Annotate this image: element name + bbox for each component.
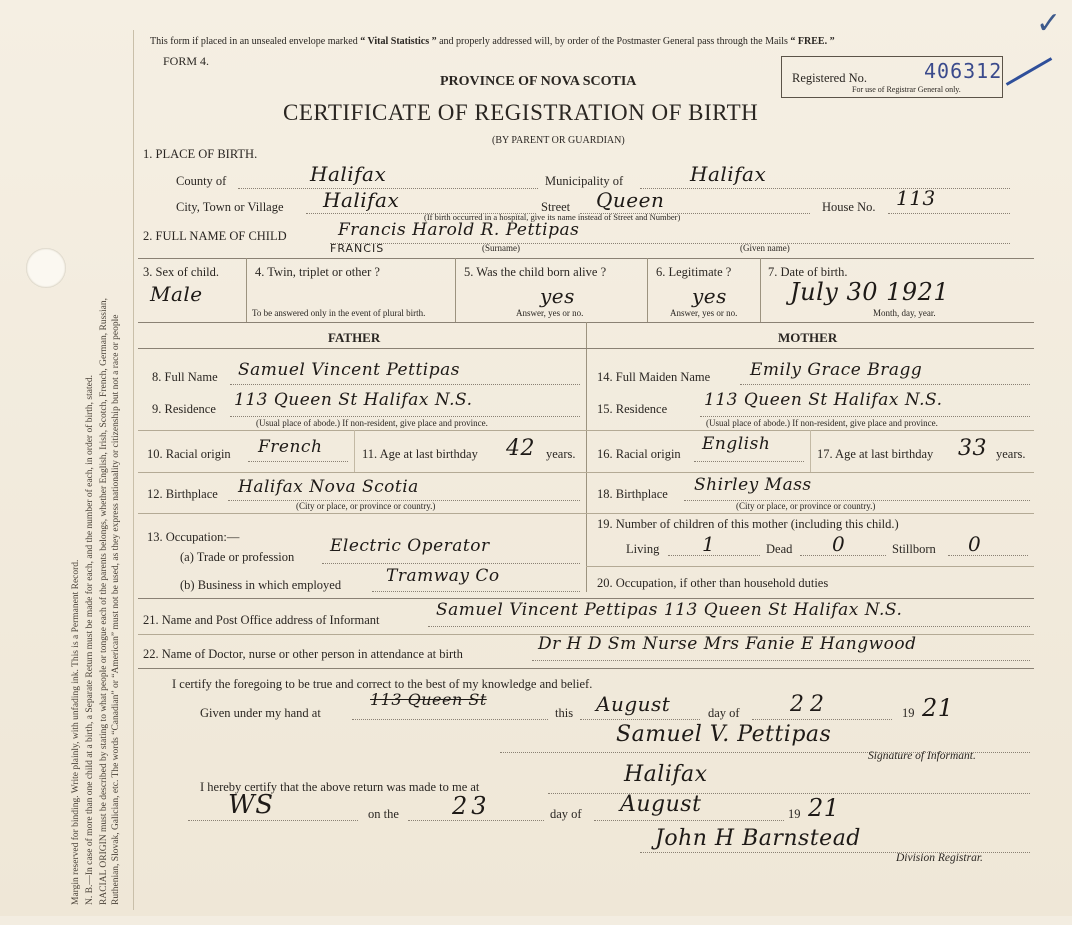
- received-initials: WS: [228, 790, 274, 820]
- father-racial-label: 10. Racial origin: [147, 447, 231, 461]
- legitimate-label: 6. Legitimate ?: [656, 265, 732, 279]
- check-mark-icon: ✓: [1036, 7, 1062, 40]
- registrar-label: Division Registrar.: [896, 852, 983, 864]
- mother-age-value: 33: [958, 436, 987, 461]
- father-birthplace-value: Halifax Nova Scotia: [238, 477, 419, 497]
- twin-note: To be answered only in the event of plural birth.: [252, 308, 426, 318]
- alive-label: 5. Was the child born alive ?: [464, 265, 607, 279]
- given-year-value: 21: [922, 694, 954, 722]
- father-birthplace-note: (City or place, or province or country.): [296, 501, 436, 511]
- received-text: I hereby certify that the above return was made to me at: [200, 780, 480, 794]
- informant-label: 21. Name and Post Office address of Informant: [143, 613, 380, 627]
- father-age-label: 11. Age at last birthday: [362, 447, 478, 461]
- mother-heading: MOTHER: [778, 330, 838, 345]
- form-number: FORM 4.: [163, 54, 210, 68]
- given-name-note: (Given name): [740, 243, 790, 253]
- margin-rule: [133, 30, 134, 910]
- mother-children-label: 19. Number of children of this mother (including this child.): [597, 517, 899, 531]
- received-month-value: August: [620, 792, 702, 817]
- child-name-label: 2. FULL NAME OF CHILD: [143, 229, 287, 243]
- mail-notice-free: “ FREE. ”: [790, 36, 835, 47]
- mother-residence-note: (Usual place of abode.) If non-resident, give place and province.: [706, 418, 938, 428]
- house-label: House No.: [822, 200, 876, 214]
- mail-notice-mid: and properly addressed will, by order of the Postmaster General pass through the Mails: [439, 36, 788, 47]
- on-the-label: on the: [368, 807, 399, 821]
- given-label: Given under my hand at: [200, 706, 321, 720]
- legitimate-value: yes: [692, 284, 727, 308]
- father-trade-label: (a) Trade or profession: [180, 550, 295, 564]
- municipality-label: Municipality of: [545, 174, 624, 188]
- mother-birthplace-value: Shirley Mass: [694, 475, 812, 495]
- page-title: CERTIFICATE OF REGISTRATION OF BIRTH: [283, 100, 759, 125]
- alive-note: Answer, yes or no.: [516, 308, 584, 318]
- certify-text: I certify the foregoing to be true and correct to the best of my knowledge and belief.: [172, 677, 593, 691]
- margin-note-3: RACIAL ORIGIN must be described by stating to what people or tongue each of the parents belongs, whether English, Irish, Scotch, French, German, Russian,: [99, 298, 109, 905]
- father-name-value: Samuel Vincent Pettipas: [238, 360, 460, 380]
- surname-note: (Surname): [482, 243, 520, 253]
- sex-label: 3. Sex of child.: [143, 265, 220, 279]
- city-value: Halifax: [323, 188, 400, 212]
- mother-racial-value: English: [702, 434, 771, 454]
- father-residence-label: 9. Residence: [152, 402, 216, 416]
- mother-residence-label: 15. Residence: [597, 402, 668, 416]
- father-age-unit: years.: [546, 447, 576, 461]
- father-occupation-label: 13. Occupation:—: [147, 530, 240, 544]
- mother-name-value: Emily Grace Bragg: [750, 360, 923, 380]
- dob-note: Month, day, year.: [873, 308, 936, 318]
- registered-number-box: [781, 56, 1003, 98]
- given-day-value: 22: [790, 692, 830, 717]
- living-label: Living: [626, 542, 660, 556]
- mother-birthplace-note: (City or place, or province or country.): [736, 501, 876, 511]
- dead-value: 0: [832, 532, 846, 556]
- doctor-value: Dr H D Sm Nurse Mrs Fanie E Hangwood: [538, 634, 917, 654]
- mother-age-label: 17. Age at last birthday: [817, 447, 934, 461]
- given-place-value: 113 Queen St: [370, 690, 487, 709]
- father-business-value: Tramway Co: [386, 566, 500, 586]
- margin-note-1: Margin reserved for binding. Write plainly, with unfading ink. This is a Permanent Record.: [71, 559, 81, 905]
- place-section-label: 1. PLACE OF BIRTH.: [143, 147, 258, 161]
- mail-notice: [150, 36, 835, 47]
- living-value: 1: [702, 532, 716, 556]
- dob-value: July 30 1921: [790, 278, 950, 306]
- given-day-label: day of: [708, 706, 740, 720]
- received-year-value: 21: [808, 794, 840, 822]
- father-residence-note: (Usual place of abode.) If non-resident, give place and province.: [256, 418, 488, 428]
- father-business-label: (b) Business in which employed: [180, 578, 342, 592]
- received-day-label: day of: [550, 807, 582, 821]
- child-name-value: Francis Harold R. Pettipas: [338, 220, 580, 240]
- street-note: (If birth occurred in a hospital, give its name instead of Street and Number): [424, 212, 681, 222]
- child-name-correction: FRANCIS: [330, 242, 385, 255]
- mother-racial-label: 16. Racial origin: [597, 447, 681, 461]
- province-title: PROVINCE OF NOVA SCOTIA: [440, 74, 637, 89]
- registered-label: Registered No.: [792, 71, 867, 85]
- received-day-value: 23: [452, 792, 491, 820]
- received-place-value: Halifax: [624, 762, 708, 787]
- received-year-prefix: 19: [788, 807, 801, 821]
- father-birthplace-label: 12. Birthplace: [147, 487, 218, 501]
- mother-name-label: 14. Full Maiden Name: [597, 370, 711, 384]
- signature-label: Signature of Informant.: [868, 750, 976, 762]
- father-age-value: 42: [506, 436, 535, 461]
- sex-value: Male: [150, 282, 203, 306]
- dob-label: 7. Date of birth.: [768, 265, 848, 279]
- mail-notice-quote: “ Vital Statistics ”: [360, 36, 437, 47]
- mother-birthplace-label: 18. Birthplace: [597, 487, 668, 501]
- given-month-value: August: [596, 692, 671, 716]
- mother-age-unit: years.: [996, 447, 1026, 461]
- street-label: Street: [541, 200, 571, 214]
- alive-value: yes: [540, 284, 575, 308]
- twin-label: 4. Twin, triplet or other ?: [255, 265, 380, 279]
- informant-value: Samuel Vincent Pettipas 113 Queen St Halifax N.S.: [436, 600, 903, 620]
- registrar-signature: John H Barnstead: [655, 826, 861, 851]
- house-value: 113: [896, 186, 936, 210]
- mother-residence-value: 113 Queen St Halifax N.S.: [704, 390, 943, 410]
- registrar-note: For use of Registrar General only.: [852, 85, 961, 94]
- father-heading: FATHER: [328, 330, 381, 345]
- father-name-label: 8. Full Name: [152, 370, 218, 384]
- this-label: this: [555, 706, 574, 720]
- doctor-label: 22. Name of Doctor, nurse or other person in attendance at birth: [143, 647, 463, 661]
- given-year-prefix: 19: [902, 706, 915, 720]
- county-value: Halifax: [310, 162, 387, 186]
- mail-notice-text: This form if placed in an unsealed envelope marked: [150, 36, 358, 47]
- county-label: County of: [176, 174, 227, 188]
- father-residence-value: 113 Queen St Halifax N.S.: [234, 390, 473, 410]
- pen-stroke: [1006, 57, 1053, 86]
- stillborn-label: Stillborn: [892, 542, 936, 556]
- margin-note-2: N. B.—In case of more than one child at a birth, a Separate Return must be made for each, and the number of each, in order of birth, stated.: [85, 375, 95, 905]
- margin-note-4: Ruthenian, Slovak, Galician, etc. The words “Canadian” or “American” must not be used, as they express nationality or citizenship but not a race or people: [111, 314, 121, 905]
- page-subtitle: (BY PARENT OR GUARDIAN): [492, 135, 625, 146]
- municipality-value: Halifax: [690, 162, 767, 186]
- margin-notes: [70, 298, 121, 925]
- stillborn-value: 0: [968, 532, 982, 556]
- father-trade-value: Electric Operator: [330, 536, 490, 556]
- city-label: City, Town or Village: [176, 200, 284, 214]
- father-racial-value: French: [258, 437, 323, 457]
- dead-label: Dead: [766, 542, 793, 556]
- registered-number: 406312: [924, 59, 1003, 83]
- legitimate-note: Answer, yes or no.: [670, 308, 738, 318]
- mother-occupation-label: 20. Occupation, if other than household duties: [597, 576, 829, 590]
- binding-hole: [26, 248, 66, 288]
- informant-signature: Samuel V. Pettipas: [616, 722, 832, 747]
- street-value: Queen: [596, 188, 665, 212]
